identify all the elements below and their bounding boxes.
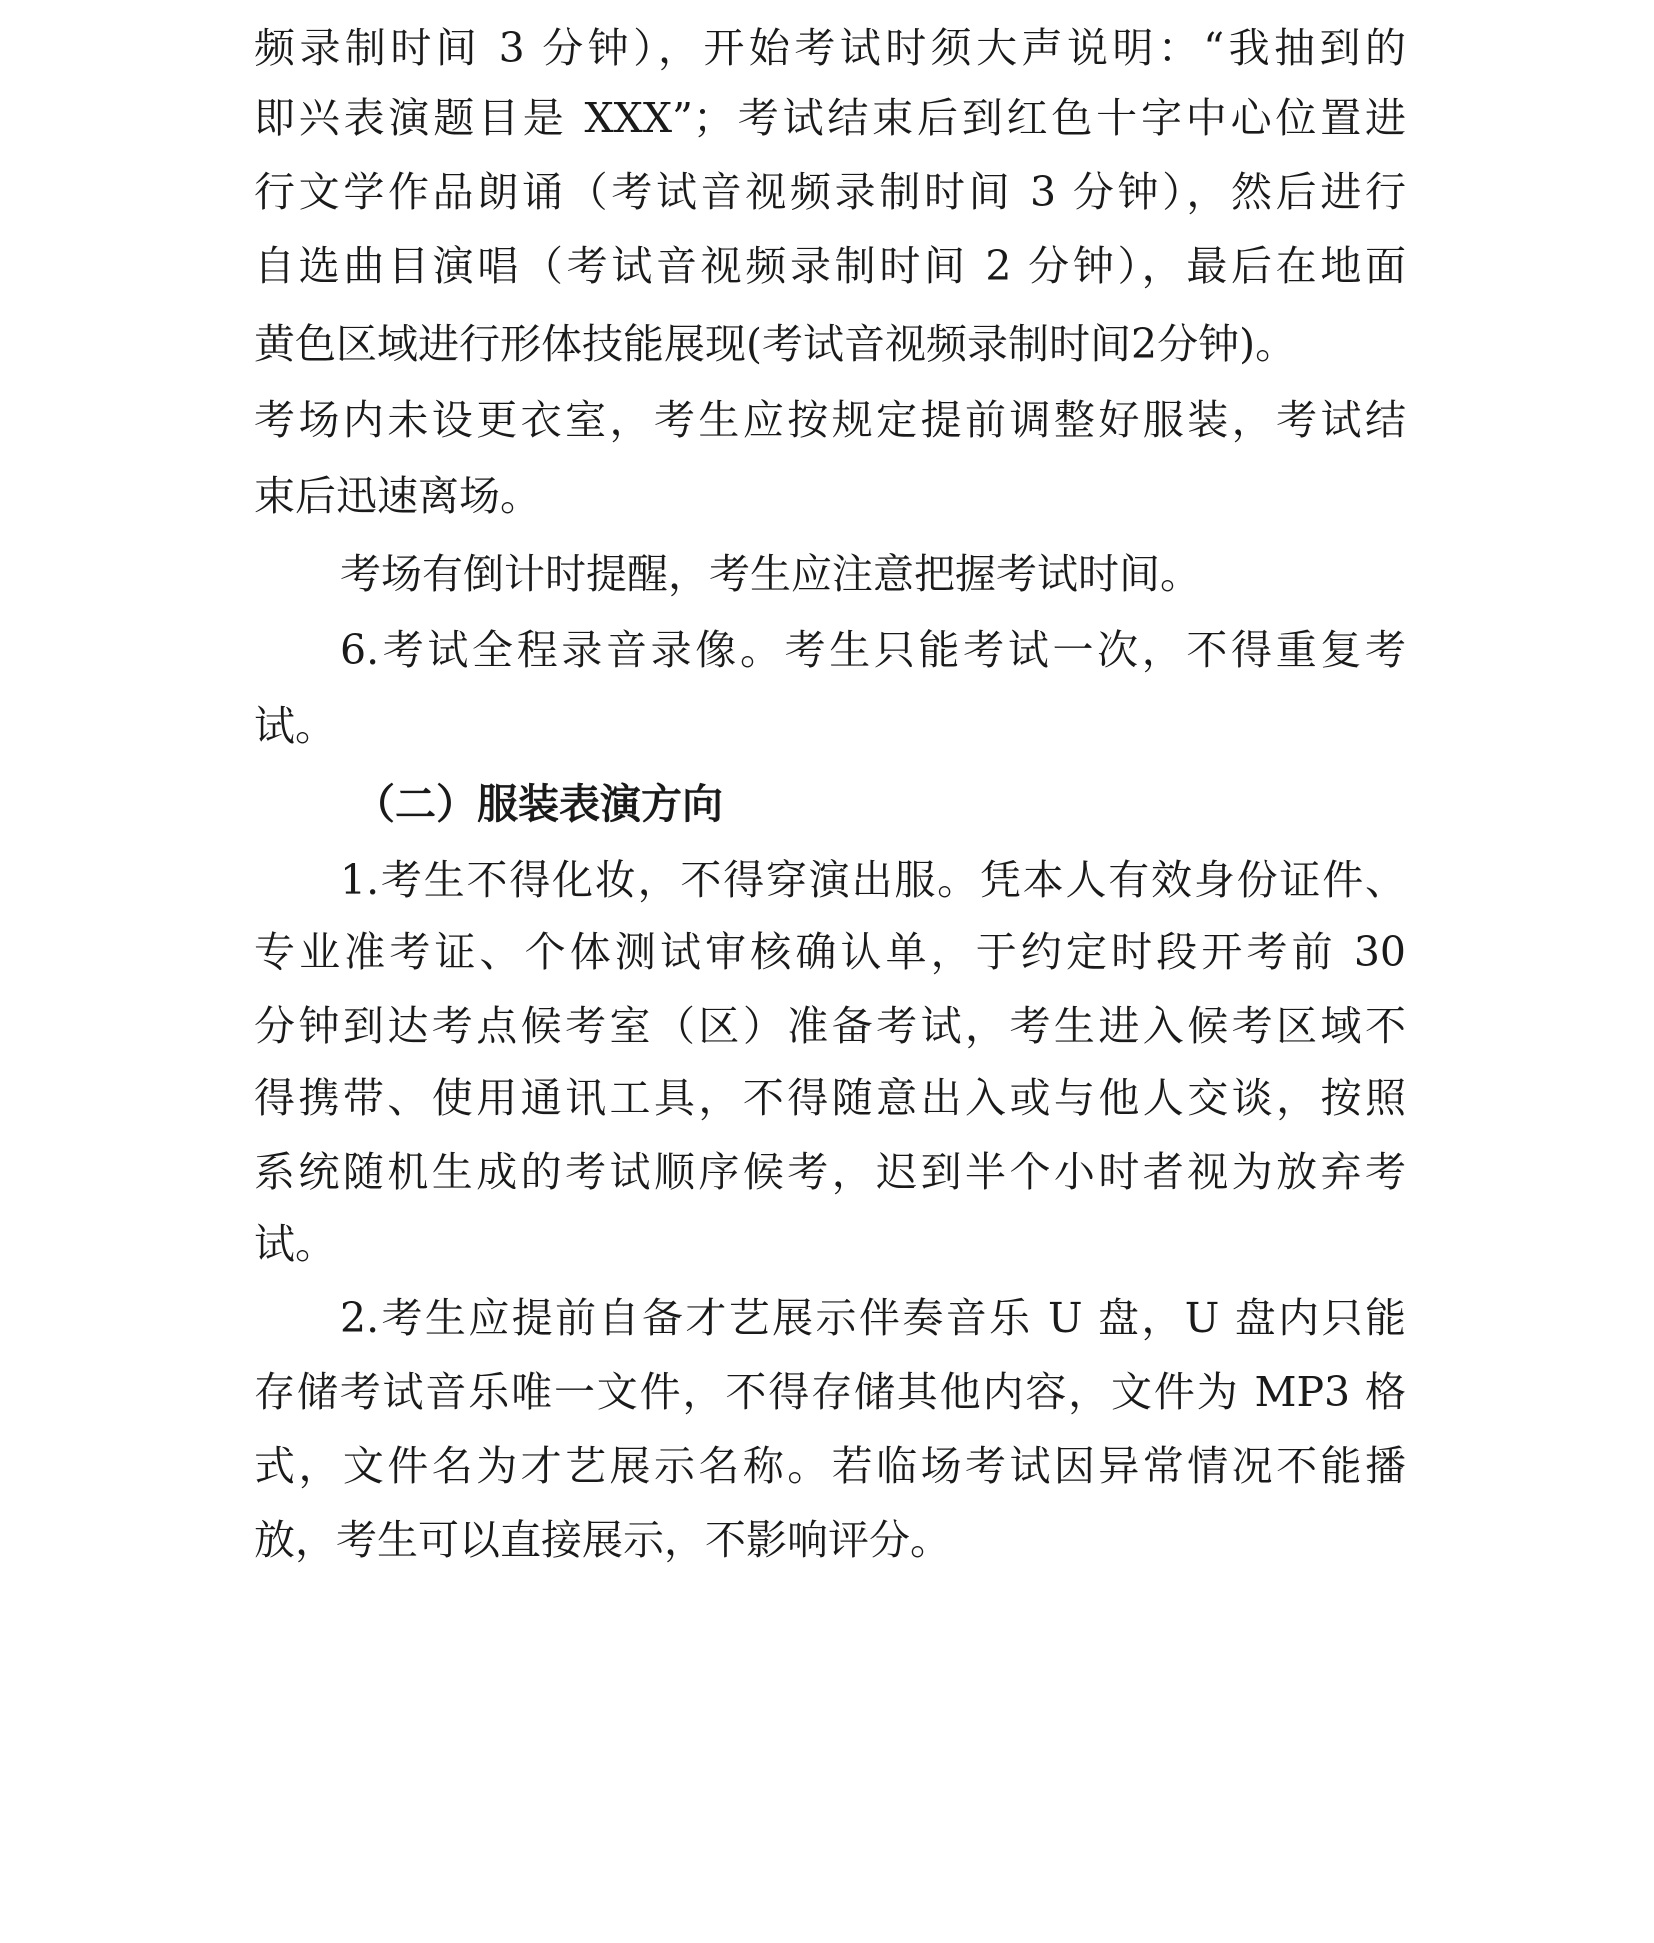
paragraph-line: 考场内未设更衣室，考生应按规定提前调整好服装，考试结 (254, 396, 1406, 444)
section-heading: （二）服装表演方向 (354, 780, 723, 828)
paragraph-line: 分钟到达考点候考室（区）准备考试，考生进入候考区域不 (254, 1002, 1406, 1050)
paragraph-line: 频录制时间 3 分钟），开始考试时须大声说明：“我抽到的 (254, 24, 1406, 72)
paragraph-line: 黄色区域进行形体技能展现(考试音视频录制时间2分钟)。 (254, 320, 1297, 368)
paragraph-line: 束后迅速离场。 (254, 472, 541, 520)
paragraph-line: 行文学作品朗诵（考试音视频录制时间 3 分钟），然后进行 (254, 168, 1406, 216)
paragraph-line: 式，文件名为才艺展示名称。若临场考试因异常情况不能播 (254, 1442, 1406, 1490)
paragraph-line: 2.考生应提前自备才艺展示伴奏音乐 U 盘，U 盘内只能 (340, 1294, 1406, 1342)
paragraph-line: 1.考生不得化妆，不得穿演出服。凭本人有效身份证件、 (340, 856, 1406, 904)
paragraph-line: 即兴表演题目是 XXX”；考试结束后到红色十字中心位置进 (254, 94, 1406, 142)
paragraph-line: 得携带、使用通讯工具，不得随意出入或与他人交谈，按照 (254, 1074, 1406, 1122)
paragraph-line: 试。 (254, 702, 336, 750)
paragraph-line: 系统随机生成的考试顺序候考，迟到半个小时者视为放弃考 (254, 1148, 1406, 1196)
paragraph-line: 试。 (254, 1220, 336, 1268)
paragraph-line: 存储考试音乐唯一文件，不得存储其他内容，文件为 MP3 格 (254, 1368, 1406, 1416)
paragraph-line: 考场有倒计时提醒，考生应注意把握考试时间。 (340, 550, 1201, 598)
paragraph-line: 6.考试全程录音录像。考生只能考试一次，不得重复考 (340, 626, 1406, 674)
paragraph-line: 放，考生可以直接展示，不影响评分。 (254, 1516, 951, 1564)
paragraph-line: 自选曲目演唱（考试音视频录制时间 2 分钟），最后在地面 (254, 242, 1406, 290)
paragraph-line: 专业准考证、个体测试审核确认单，于约定时段开考前 30 (254, 928, 1406, 976)
